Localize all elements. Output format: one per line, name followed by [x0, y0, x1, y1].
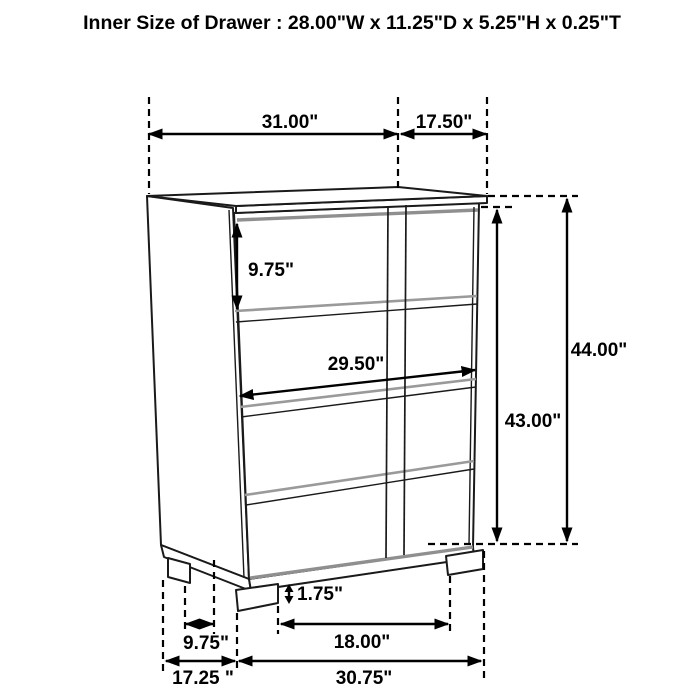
dimension-base-width [239, 661, 481, 689]
dimension-body-height [497, 210, 561, 541]
dimension-front-feet-gap [281, 624, 448, 653]
dim-label-overall-height: 44.00" [570, 340, 628, 361]
dim-label-base-depth: 17.25 " [172, 668, 234, 689]
dim-label-top-depth: 17.50" [415, 112, 473, 133]
dim-label-drawer-front-width: 29.50" [327, 354, 385, 375]
diagram-title: Inner Size of Drawer : 28.00"W x 11.25"D x 5.25"H x 0.25"T [83, 12, 621, 34]
dim-label-foot-height: 1.75" [297, 584, 343, 605]
dim-label-body-height: 43.00" [504, 411, 562, 432]
dimension-base-depth [166, 661, 235, 689]
dimension-foot-height [285, 584, 344, 605]
foot-height-arrow-down [285, 596, 294, 604]
dimension-top-depth [401, 112, 486, 134]
cabinet-side-panel [147, 196, 249, 579]
dim-label-top-width: 31.00" [261, 112, 319, 133]
dim-label-top-drawer-height: 9.75" [248, 260, 294, 281]
dim-label-front-feet-gap: 18.00" [333, 632, 391, 653]
dim-label-side-feet-gap: 9.75" [183, 633, 229, 654]
chest-drawing [147, 187, 487, 611]
dimension-side-feet-gap [183, 624, 229, 654]
dimension-top-width [149, 112, 397, 134]
dim-label-base-width: 30.75" [335, 668, 393, 689]
dimension-overall-height [567, 199, 627, 541]
